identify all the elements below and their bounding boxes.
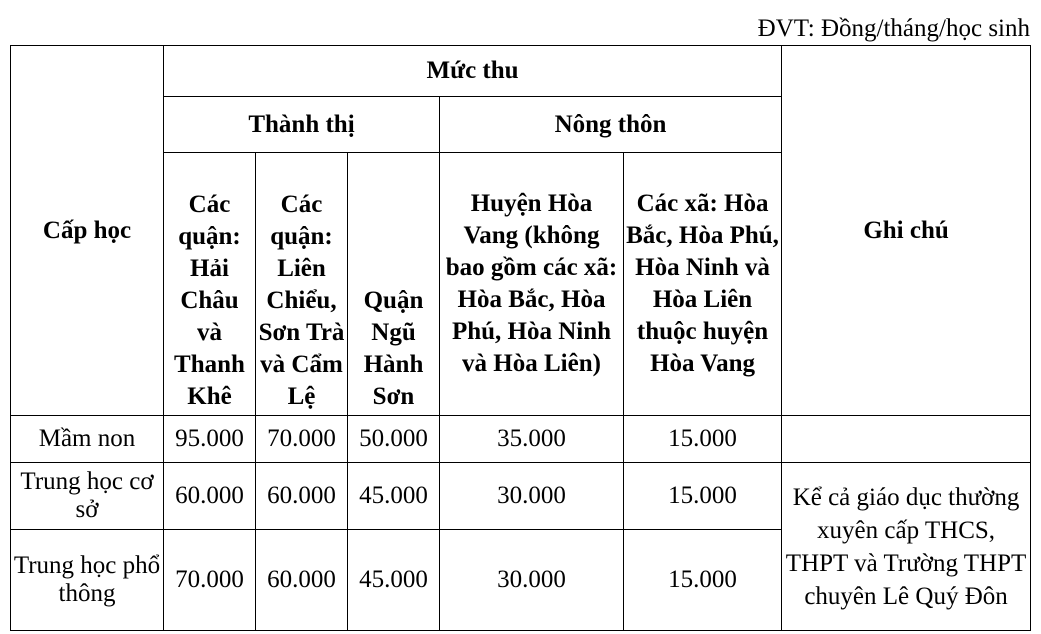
cell-value: 15.000	[624, 463, 782, 530]
cell-value: 50.000	[348, 416, 440, 463]
cell-value: 30.000	[440, 463, 624, 530]
cell-value: 15.000	[624, 416, 782, 463]
unit-label: ĐVT: Đồng/tháng/học sinh	[757, 15, 1030, 42]
cell-value: 60.000	[256, 530, 348, 631]
cell-value: 15.000	[624, 530, 782, 631]
table-row	[11, 463, 1031, 530]
cell-value: 45.000	[348, 463, 440, 530]
row-level: Trung học cơ sở	[11, 463, 164, 530]
table-row	[11, 416, 1031, 463]
header-urban: Thành thị	[164, 97, 440, 153]
header-area-5: Các xã: Hòa Bắc, Hòa Phú, Hòa Ninh và Hòa Liên thuộc huyện Hòa Vang	[624, 153, 782, 416]
cell-value: 45.000	[348, 530, 440, 631]
note-cell: Kể cả giáo dục thường xuyên cấp THCS, THPT và Trường THPT chuyên Lê Quý Đôn	[782, 463, 1031, 631]
note-empty	[782, 416, 1031, 463]
header-level: Cấp học	[11, 46, 164, 416]
cell-value: 35.000	[440, 416, 624, 463]
cell-value: 95.000	[164, 416, 256, 463]
header-area-2: Các quận: Liên Chiểu, Sơn Trà và Cẩm Lệ	[256, 153, 348, 416]
header-area-1: Các quận: Hải Châu và Thanh Khê	[164, 153, 256, 416]
header-note: Ghi chú	[782, 46, 1031, 416]
header-fee: Mức thu	[164, 46, 782, 97]
header-area-4: Huyện Hòa Vang (không bao gồm các xã: Hòa Bắc, Hòa Phú, Hòa Ninh và Hòa Liên)	[440, 153, 624, 416]
header-area-3: Quận Ngũ Hành Sơn	[348, 153, 440, 416]
cell-value: 60.000	[256, 463, 348, 530]
header-rural: Nông thôn	[440, 97, 782, 153]
cell-value: 70.000	[164, 530, 256, 631]
cell-value: 70.000	[256, 416, 348, 463]
cell-value: 30.000	[440, 530, 624, 631]
cell-value: 60.000	[164, 463, 256, 530]
row-level: Mầm non	[11, 416, 164, 463]
row-level: Trung học phổ thông	[11, 530, 164, 631]
fee-table	[10, 45, 1031, 631]
